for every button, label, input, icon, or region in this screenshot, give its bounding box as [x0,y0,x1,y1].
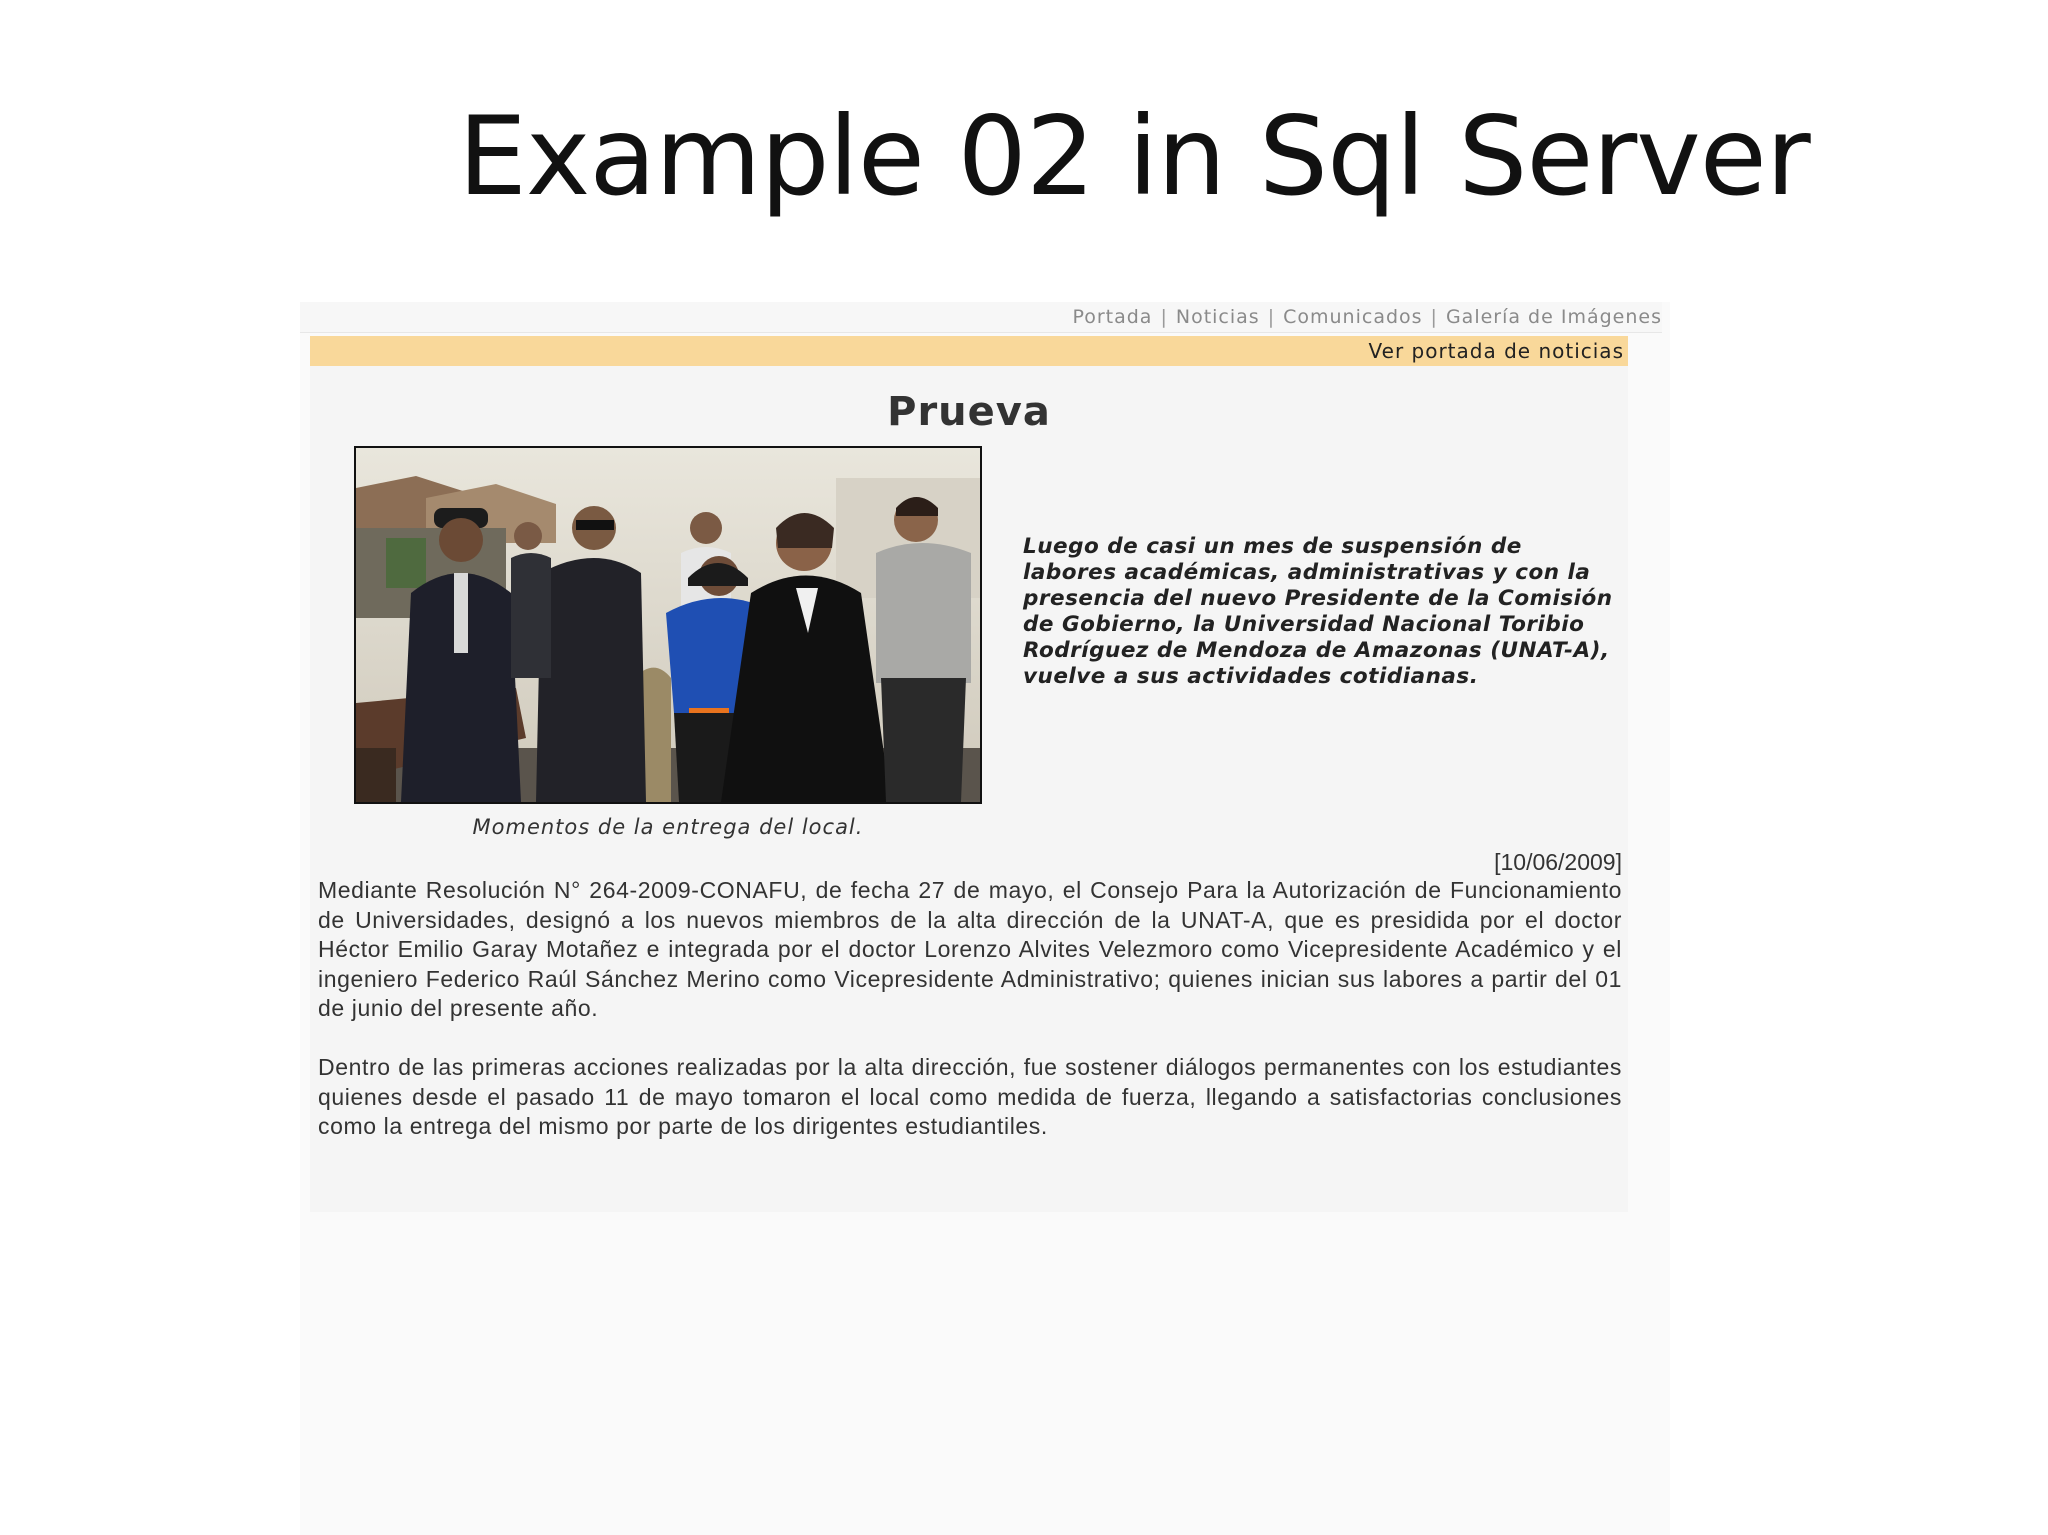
nav-noticias[interactable]: Noticias [1175,306,1260,328]
news-home-link[interactable]: Ver portada de noticias [1368,339,1624,363]
nav-separator: | [1267,306,1276,328]
nav-galeria[interactable]: Galería de Imágenes [1445,306,1662,328]
photo-image [356,448,980,802]
article-paragraph: Dentro de las primeras acciones realizadas por la alta dirección, fue sostener diálogos permanentes con los estudiantes quienes desde el pasado 11 de mayo tomaron el local como medida de fuerza, llegando a satisfactorias conclusiones como la entrega del mismo por parte de los dirigentes estudiantiles. [318,1053,1622,1140]
nav-portada[interactable]: Portada [1072,306,1153,328]
article-body [318,876,1622,1171]
webpage-screenshot [300,302,1670,1535]
news-content [310,336,1628,1212]
article-photo [354,446,982,804]
article-date: [10/06/2009] [1494,849,1622,875]
news-subbar [310,336,1628,366]
photo-caption: Momentos de la entrega del local. [472,815,864,839]
slide-title: Example 02 in Sql Server [458,93,1810,220]
top-navigation [300,302,1662,333]
nav-separator: | [1430,306,1438,328]
article-lead: Luego de casi un mes de suspensión de labores académicas, administrativas y con la presencia del nuevo Presidente de la Comisión de Gobierno, la Universidad Nacional Toribio Rodríguez de Mendoza de Amazonas (UNAT-A), vuelve a sus actividades cotidianas. [1023,534,1613,689]
nav-comunicados[interactable]: Comunicados [1283,306,1423,328]
nav-separator: | [1160,306,1168,328]
article-title: Prueva [887,389,1051,435]
article-paragraph: Mediante Resolución N° 264-2009-CONAFU, de fecha 27 de mayo, el Consejo Para la Autorización de Funcionamiento de Universidades, designó a los nuevos miembros de la alta dirección de la UNAT-A, que es presidida por el doctor Héctor Emilio Garay Motañez e integrada por el doctor Lorenzo Alvites Velezmoro como Vicepresidente Académico y el ingeniero Federico Raúl Sánchez Merino como Vicepresidente Administrativo; quienes inician sus labores a partir del 01 de junio del presente año. [318,877,1622,1022]
